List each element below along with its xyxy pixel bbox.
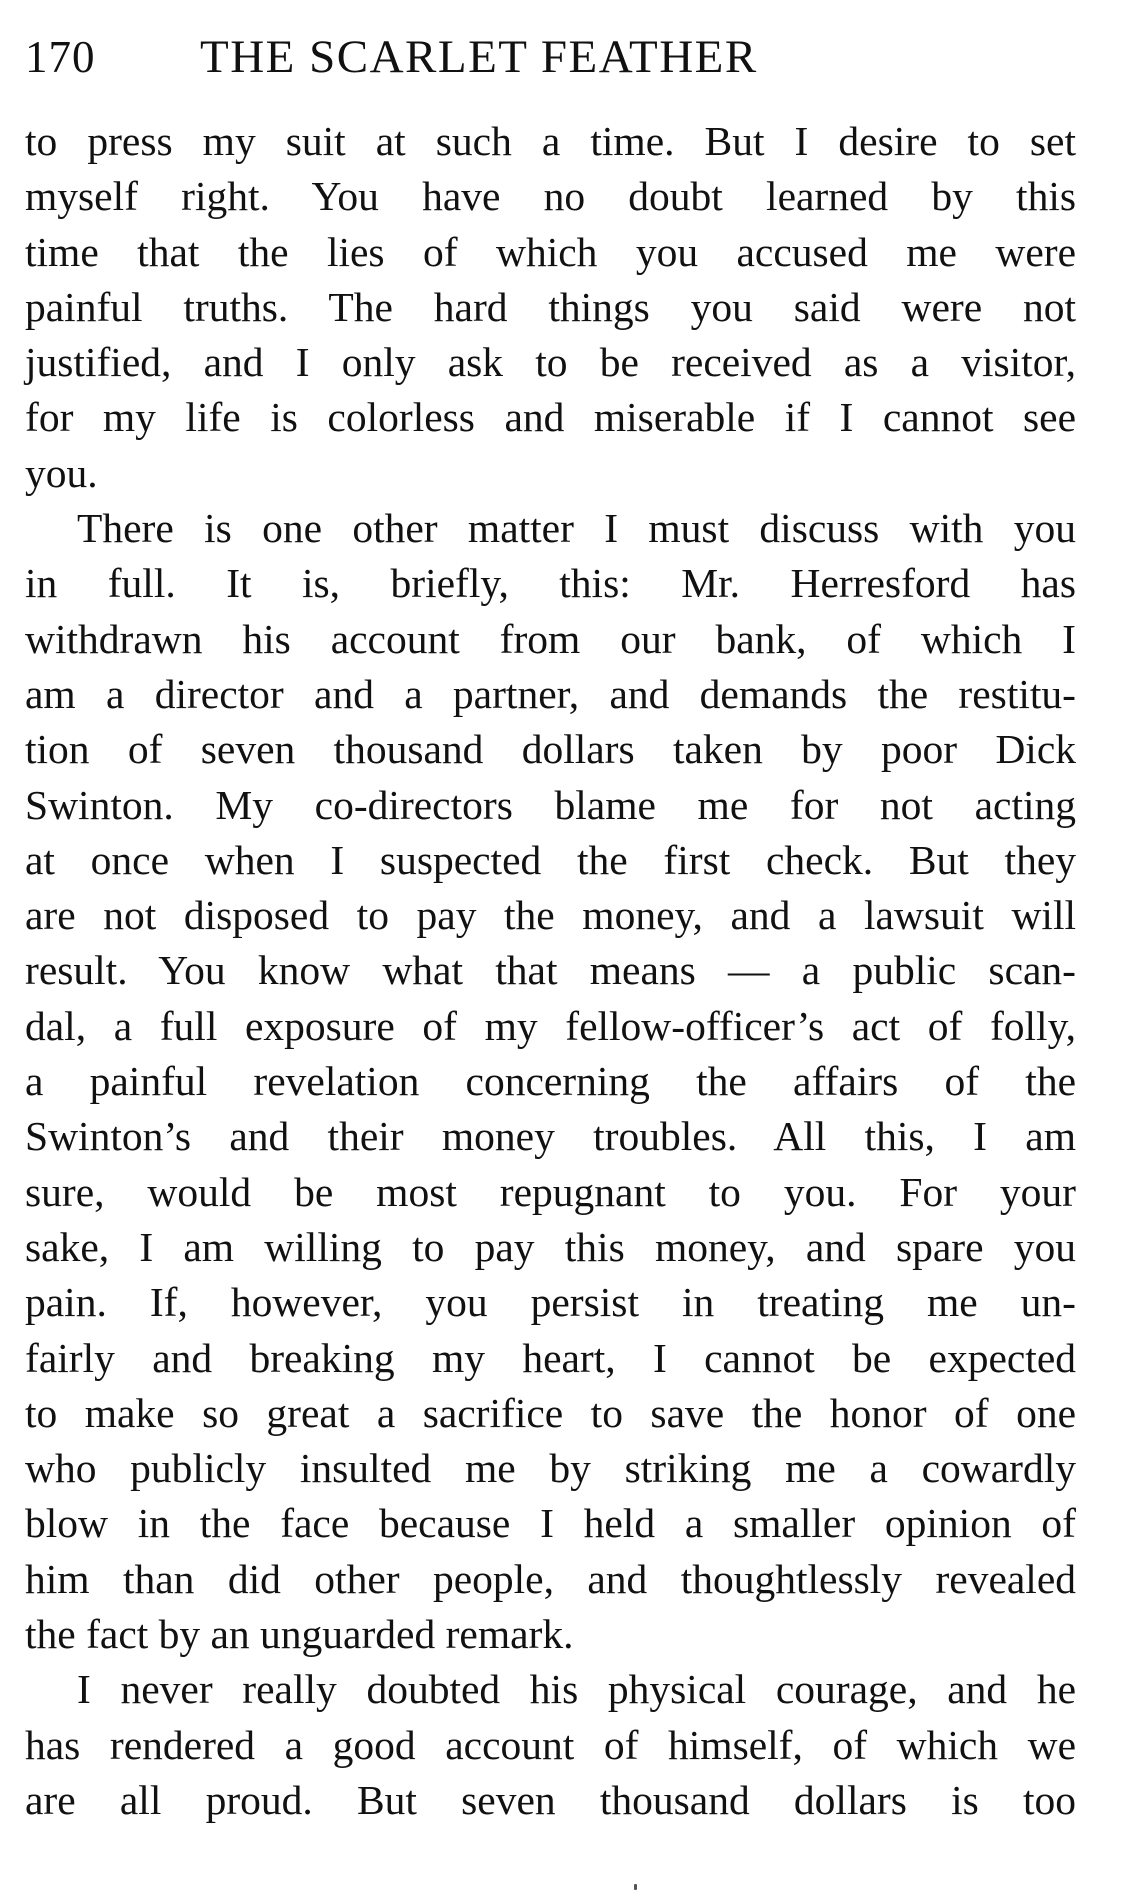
text-line: withdrawn his account from our bank, of which I — [25, 615, 1076, 662]
text-line: Swinton’s and their money troubles. All this, I am — [25, 1113, 1076, 1160]
text-line: pain. If, however, you persist in treating me un- — [25, 1279, 1076, 1326]
page-number: 170 — [25, 32, 96, 82]
text-line: myself right. You have no doubt learned by this — [25, 173, 1076, 220]
text-line: justified, and I only ask to be received as a visitor, — [25, 339, 1076, 386]
paragraph-3 — [25, 1662, 1076, 1828]
text-line: time that the lies of which you accused me were — [25, 228, 1076, 275]
text-line: to press my suit at such a time. But I desire to set — [25, 118, 1076, 164]
text-line: painful truths. The hard things you said were not — [25, 283, 1076, 330]
text-line: I never really doubted his physical courage, and he — [77, 1666, 1076, 1713]
text-line: the fact by an unguarded remark. — [25, 1611, 574, 1658]
text-line: him than did other people, and thoughtlessly revealed — [25, 1555, 1076, 1602]
text-line: a painful revelation concerning the affairs of the — [25, 1058, 1076, 1105]
text-line: to make so great a sacrifice to save the honor of one — [25, 1389, 1076, 1436]
paragraph-2 — [25, 501, 1076, 1662]
body-text — [25, 114, 1076, 1828]
paragraph-1 — [25, 114, 1076, 501]
text-line: result. You know what that means — a public scan- — [25, 947, 1076, 994]
text-line: tion of seven thousand dollars taken by poor Dick — [25, 726, 1076, 773]
text-line: dal, a full exposure of my fellow-officer’s act of folly, — [25, 1002, 1076, 1049]
text-line: for my life is colorless and miserable if I cannot see — [25, 394, 1076, 441]
text-line: sake, I am willing to pay this money, and spare you — [25, 1223, 1076, 1270]
text-line: has rendered a good account of himself, of which we — [25, 1721, 1076, 1768]
text-line: am a director and a partner, and demands the restitu- — [25, 670, 1076, 717]
text-line: you. — [25, 449, 98, 496]
text-line: blow in the face because I held a smaller opinion of — [25, 1500, 1076, 1547]
text-line: at once when I suspected the first check. But they — [25, 836, 1076, 883]
running-head — [25, 30, 1076, 96]
print-speck — [634, 1884, 637, 1890]
text-line: are all proud. But seven thousand dollars is too — [25, 1776, 1076, 1823]
text-line: who publicly insulted me by striking me a cowardly — [25, 1445, 1076, 1492]
text-line: fairly and breaking my heart, I cannot be expected — [25, 1334, 1076, 1381]
text-line: in full. It is, briefly, this: Mr. Herresford has — [25, 560, 1076, 607]
text-line: are not disposed to pay the money, and a lawsuit will — [25, 892, 1076, 939]
text-line: sure, would be most repugnant to you. For your — [25, 1168, 1076, 1215]
text-line: There is one other matter I must discuss with you — [77, 505, 1076, 552]
running-title: THE SCARLET FEATHER — [200, 31, 758, 83]
text-line: Swinton. My co-directors blame me for not acting — [25, 781, 1076, 828]
